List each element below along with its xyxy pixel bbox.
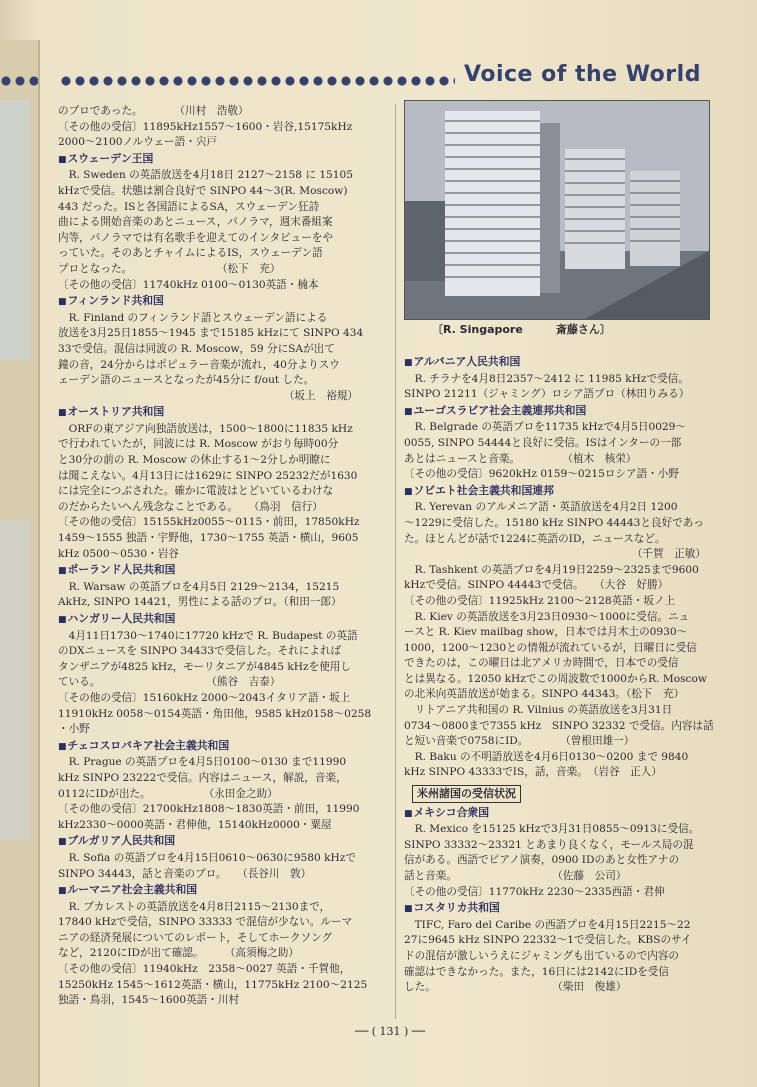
text-line: R. Yerevan のアルメニア語・英語放送を4月2日 1200 [404,501,678,514]
text-line: SINPO 34443，話と音楽のプロ。 （長谷川 敦） [58,867,312,880]
text-line: 〔その他の受信〕11925kHz 2100～2128英語・坂ノ上 [404,594,676,607]
text-line: っていた。そのあとチャイムによるIS，スウェーデン語 [58,247,323,260]
text-line: ニアの経済発展についてのレポート，そしてホークソング [58,931,333,944]
text-line: 1000，1200～1230との情報が流れているが，日曜日に受信 [404,641,697,654]
previous-page-tint [0,100,30,360]
text-line: 15250kHz 1545～1612英語・横山，11775kHz 2100～2125 [58,978,368,991]
country-heading: ■ コスタリカ共和国 [404,900,720,918]
text-line: R. ブカレストの英語放送を4月8日2115～2130まで， [58,900,331,913]
country-heading: ■ メキシコ合衆国 [404,805,720,823]
text-line: 443 だった。ISと各国語によるSA，スウェーデン狂詩 [58,200,320,213]
text-line: ～1229に受信した。15180 kHz SINPO 44443と良好であっ [404,516,704,529]
text-line: 〔その他の受信〕9620kHz 0159～0215ロシア語・小野 [404,468,679,481]
text-line: は聞こえない。4月13日には1629に SINPO 25232だが1630 [58,469,358,482]
text-line: とは異なる。12050 kHzでこの周波数で1000からR. Moscow [404,672,707,685]
decorative-border [0,70,38,92]
country-heading: ■ オーストリア共和国 [58,404,372,422]
text-line: R. Sweden の英語放送を4月18日 2127～2158 に 15105 [58,169,354,182]
text-line: 〔その他の受信〕11940kHz 2358～0027 英語・千賀他， [58,963,351,976]
singapore-photo [404,100,710,320]
page-title: Voice of the World [464,62,701,87]
text-line: SINPO 21211（ジャミング）ロシア語プロ（林田りみる） [404,388,690,401]
text-line: kHz SINPO 43333でIS，話，音楽。 （岩谷 正人） [404,766,662,779]
country-heading: ■ アルバニア人民共和国 [404,354,720,372]
text-line: ドの混信が激しいうえにジャミングも出ているので内容の [404,949,680,962]
text-line: 確認はできなかった。また，16日には2142にIDを受信 [404,965,669,978]
text-line: AkHz, SINPO 14421，男性による話のプロ。（和田一郎） [58,596,342,609]
text-line: 曲による開始音楽のあとニュース，パノラマ，週末番組案 [58,216,333,229]
text-line: 〔その他の受信〕11740kHz 0100～0130英語・楠本 [58,278,319,291]
country-heading: ■ フィンランド共和国 [58,293,372,311]
text-line: 17840 kHzで受信，SINPO 33333 で混信が少ない。ルーマ [58,916,353,929]
text-line: ースと R. Kiev mailbag show，日本では月木土の0930～ [404,626,688,639]
country-heading: ■ ポーランド人民共和国 [58,562,372,580]
text-line: 2000～2100ノルウェー語・宍戸 [58,136,218,149]
country-heading: ■ ルーマニア社会主義共和国 [58,882,372,900]
text-line: など，2120にIDが出て確認。 （高須梅之助） [58,947,299,960]
text-line: した。 （柴田 俊雄） [404,981,627,994]
text-line: R. Finland のフィンランド語とスウェーデン語による [58,311,328,324]
text-line: 独語・鳥羽，1545～1600英語・川村 [58,994,240,1007]
text-line: 〔その他の受信〕15155kHz0055～0115・前田，17850kHz [58,516,360,529]
text-line: プロとなった。 （松下 充） [58,262,281,275]
text-line: R. Mexico を15125 kHzで3月31日0855～0913に受信。 [404,823,700,836]
text-line: 0055, SINPO 54444と良好に受信。ISはインターの一部 [404,436,682,449]
country-heading: ■ ハンガリー人民共和国 [58,611,372,629]
reporter-credit: （坂上 裕規） [283,389,358,402]
text-line: た。ほとんどが話で1224に英語のID，ニュースなど。 [404,532,666,545]
country-heading: ■ スウェーデン王国 [58,151,372,169]
text-line: 27に9645 kHz SINPO 22332～1で受信した。KBSのサイ [404,934,692,947]
text-line: には完全につぶされた。確かに電波はとどいているわけな [58,485,334,498]
text-line: リトアニア共和国の R. Vilnius の英語放送を3月31日 [404,704,673,717]
text-line: 鐘の音，24分からはポピュラー音楽が流れ，40分よりスウ [58,358,340,371]
photo-caption: 〔R. Singapore 斎藤さん〕 [432,323,611,336]
text-line: 話と音楽。 （佐藤 公司） [404,870,627,882]
text-line: ている。 （熊谷 吉泰） [58,676,281,689]
country-heading: ■ ユーゴスラビア社会主義連邦共和国 [404,403,720,421]
text-line: のプロであった。 （川村 浩敬） [58,105,249,117]
previous-page-edge [0,40,40,1087]
country-heading: ■ ブルガリア人民共和国 [58,833,372,851]
text-line: kHz2330～0000英語・君伸他，15140kHz0000・粟屋 [58,818,332,831]
text-line: R. Warsaw の英語プロを4月5日 2129～2134，15215 [58,580,340,593]
text-line: R. Prague の英語プロを4月5日0100～0130 まで11990 [58,756,347,769]
text-line: と短い音楽で0758にID。 （曽根田雄一） [404,735,635,748]
previous-page-tint [0,520,30,840]
building-photo-illustration [405,101,709,319]
country-heading: ■ ソビエト社会主義共和国連邦 [404,483,720,501]
text-line: 内等，パノラマでは有名歌手を迎えてのインタビューをや [58,231,334,244]
text-line: 11910kHz 0058～0154英語・角田他，9585 kHz0158～0258 [58,707,372,720]
text-line: kHz SINPO 23222で受信。内容はニュース，解説，音楽， [58,771,347,784]
column-divider [395,104,396,1019]
right-column [404,354,720,996]
text-line: 4月11日1730～1740に17720 kHzで R. Budapest の英語 [58,629,358,642]
text-line: R. チラナを4月8日2357～2412 に 11985 kHzで受信。 [404,372,689,385]
text-line: 0112にIDが出た。 （永田金之助） [58,787,278,800]
left-column [58,104,372,1009]
text-line: R. Sofia の英語プロを4月15日0610～0630に9580 kHzで [58,851,356,864]
text-line: 1459～1555 独語・宇野他，1730～1755 英語・横山，9605 [58,532,359,545]
text-line: タンザニアが4825 kHz，モーリタニアが4845 kHzを使用し [58,660,351,673]
text-line: のだからたいへん残念なことである。 （鳥羽 信行） [58,500,323,513]
text-line: で行われていたが，同波には R. Moscow がおり毎時00分 [58,438,339,451]
text-line: R. Baku の不明語放送を4月6日0130～0200 まで 9840 [404,750,689,763]
text-line: の北米向英語放送が始まる。SINPO 44343。（松下 充） [404,688,685,701]
text-line: ORFの東アジア向独語放送は，1500～1800に11835 kHz [58,422,353,435]
text-line: 〔その他の受信〕11895kHz1557～1600・岩谷,15175kHz [58,120,353,133]
text-line: ェーデン語のニュースとなったが45分に f/out した。 [58,374,315,387]
text-line: R. Tashkent の英語プロを4月19日2259～2325まで9600 [404,563,699,576]
text-line: と30分の前の R. Moscow の休止する1～2分しか明瞭に [58,454,331,467]
text-line: kHz 0500～0530・岩谷 [58,547,179,560]
text-line: 〔その他の受信〕15160kHz 2000～2043イタリア語・坂上 [58,691,351,704]
section-box-title: 米州諸国の受信状況 [412,785,521,803]
text-line: のDXニュースを SINPO 34433で受信した。それによれば [58,645,342,658]
country-heading: ■ チェコスロバキア社会主義共和国 [58,738,372,756]
text-line: 〔その他の受信〕11770kHz 2230～2335西語・君伸 [404,885,665,898]
text-line: あとはニュースと音楽。 （植木 核栄） [404,452,637,465]
text-line: kHzで受信。状態は割合良好で SINPO 44～3(R. Moscow) [58,184,348,197]
text-line: R. Kiev の英語放送を3月23日0930～1000に受信。ニュ [404,610,690,623]
text-line: TIFC, Faro del Caribe の西語プロを4月15日2215～22 [404,918,691,931]
text-line: 放送を3月25日1855～1945 まで15185 kHzにて SINPO 434 [58,327,364,340]
text-line: ・小野 [58,723,90,736]
text-line: 〔その他の受信〕21700kHz1808～1830英語・前田，11990 [58,803,360,816]
text-line: 33で受信。混信は同波の R. Moscow，59 分にSAが出て [58,342,335,355]
text-line: SINPO 33332～23321 とあまり良くなく，モールス局の混 [404,838,694,851]
text-line: 0734～0800まで7355 kHz SINPO 32332 で受信。内容は話 [404,719,714,732]
text-line: できたのは，この曜日は北アメリカ時間で，日本での受信 [404,657,679,670]
text-line: 信がある。西語でピアノ演奏，0900 IDのあと女性アナの [404,854,680,867]
text-line: kHzで受信。SINPO 44443で受信。 （大谷 好勝） [404,579,669,592]
text-line: R. Belgrade の英語プロを11735 kHzで4月5日0029～ [404,421,687,434]
reporter-credit: （千賀 正敏） [631,548,706,561]
page-number: ── ( 131 ) ── [354,1025,426,1038]
decorative-border [60,70,455,92]
